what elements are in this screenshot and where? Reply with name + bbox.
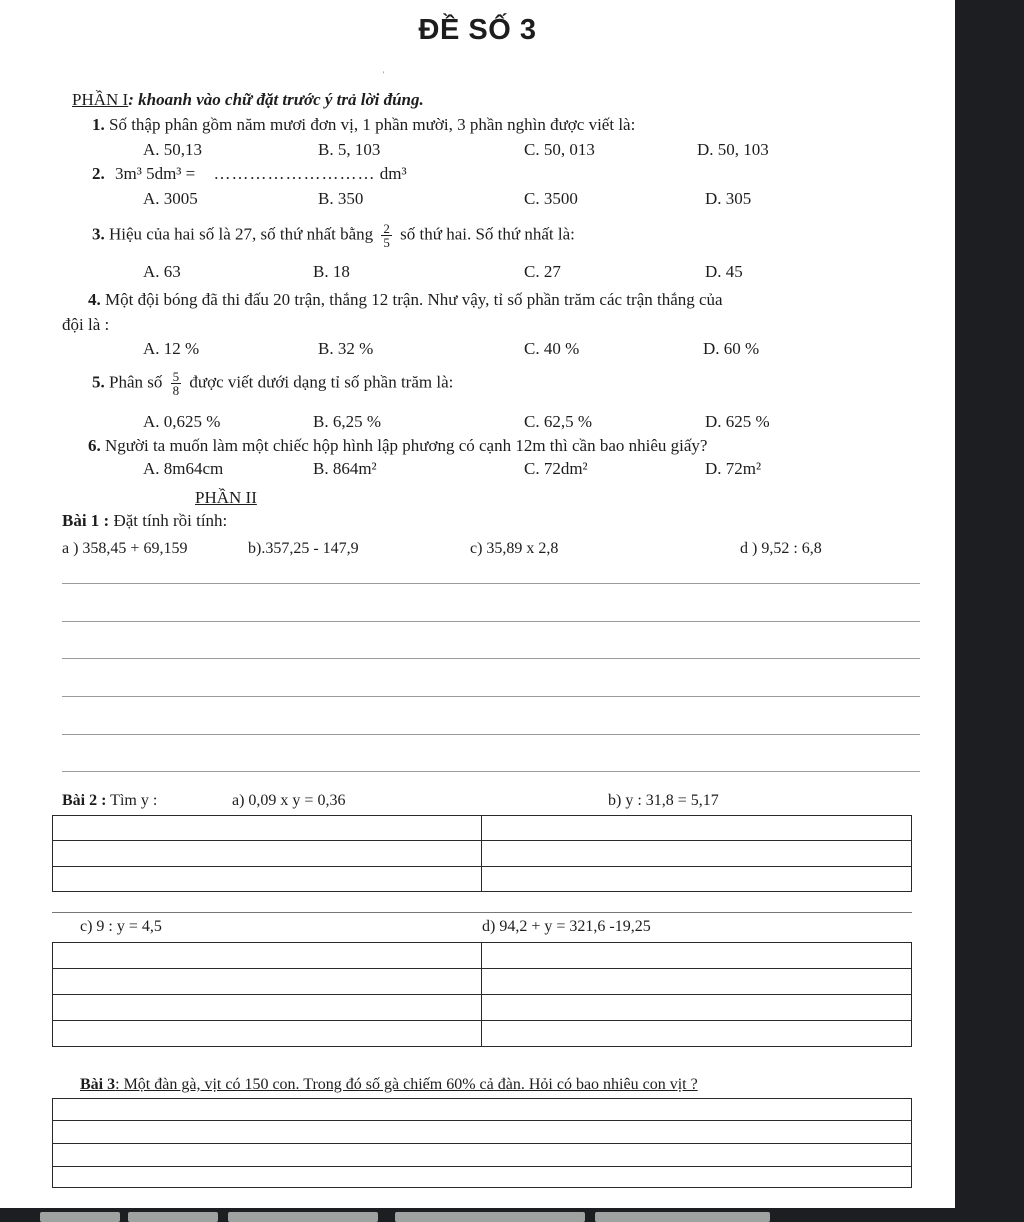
option-1b[interactable]: B. 5, 103 — [318, 140, 381, 159]
answer-line[interactable] — [62, 621, 920, 622]
option-3c[interactable]: C. 27 — [524, 262, 561, 281]
question-1 — [92, 115, 635, 135]
blurred-caption — [128, 1212, 218, 1222]
question-text-cont: số thứ hai. Số thứ nhất là: — [400, 224, 575, 244]
answer-line — [52, 1143, 912, 1144]
question-number: 1. — [92, 115, 105, 134]
option-1a[interactable]: A. 50,13 — [143, 140, 203, 159]
answer-line[interactable] — [62, 696, 920, 697]
question-number: 5. — [92, 372, 105, 392]
option-6d[interactable]: D. 72m² — [705, 459, 762, 478]
bai2-answer-grid-top[interactable] — [52, 815, 912, 892]
question-6 — [88, 436, 707, 456]
option-3b[interactable]: B. 18 — [313, 262, 350, 281]
option-1c[interactable]: C. 50, 013 — [524, 140, 595, 159]
part1-label: PHẦN I — [72, 90, 129, 109]
bai1-item-a: a ) 358,45 + 69,159 — [62, 540, 188, 557]
option-3a[interactable]: A. 63 — [143, 262, 181, 281]
part2-heading: PHẦN II — [195, 488, 257, 507]
option-6b[interactable]: B. 864m² — [313, 459, 377, 478]
option-5d[interactable]: D. 625 % — [705, 412, 770, 431]
option-4c[interactable]: C. 40 % — [524, 339, 580, 358]
blurred-caption — [595, 1212, 770, 1222]
question-number: 2. — [92, 164, 105, 183]
option-2a[interactable]: A. 3005 — [143, 189, 198, 208]
bai3-question — [80, 1076, 698, 1094]
answer-line[interactable] — [62, 734, 920, 735]
question-4 — [88, 290, 723, 310]
grid-row-line — [52, 1020, 912, 1021]
option-4d[interactable]: D. 60 % — [703, 339, 760, 358]
question-text-cont: được viết dưới dạng tỉ số phần trăm là: — [189, 372, 454, 392]
fraction-denominator: 8 — [172, 383, 180, 398]
fraction-five-eighths — [171, 370, 182, 397]
bai3-label: Bài 3 — [80, 1076, 116, 1093]
grid-row-line — [52, 866, 912, 867]
question-number: 3. — [92, 224, 105, 244]
grid-divider — [481, 815, 482, 892]
part1-heading — [72, 90, 424, 110]
grid-row-line — [52, 840, 912, 841]
fraction-denominator: 5 — [383, 235, 390, 250]
fraction-numerator: 5 — [172, 369, 180, 384]
question-2 — [92, 164, 407, 184]
bai2-item-c: c) 9 : y = 4,5 — [80, 918, 162, 935]
grid-row-line — [52, 912, 912, 913]
question-text: Phân số — [109, 372, 163, 392]
question-4-cont: đội là : — [62, 315, 110, 334]
option-5b[interactable]: B. 6,25 % — [313, 412, 381, 431]
question-text: 3m³ 5dm³ = — [115, 164, 196, 183]
bai1-item-d: d ) 9,52 : 6,8 — [740, 540, 822, 557]
question-3 — [92, 222, 575, 249]
option-6a[interactable]: A. 8m64cm — [143, 459, 224, 478]
question-text: Người ta muốn làm một chiếc hộp hình lập phương có cạnh 12m thì cần bao nhiêu giấy? — [105, 436, 708, 455]
option-5c[interactable]: C. 62,5 % — [524, 412, 592, 431]
option-2b[interactable]: B. 350 — [318, 189, 364, 208]
question-text: Một đội bóng đã thi đấu 20 trận, thắng 12 trận. Như vậy, tỉ số phần trăm các trận thắng của — [105, 290, 723, 309]
bai3-text: : Một đàn gà, vịt có 150 con. Trong đó số gà chiếm 60% cả đàn. Hỏi có bao nhiêu con vịt ? — [115, 1076, 698, 1093]
grid-row-line — [52, 968, 912, 969]
unit-text: dm³ — [379, 164, 407, 183]
question-number: 6. — [88, 436, 101, 455]
answer-line[interactable] — [62, 583, 920, 584]
fraction-two-fifths — [381, 222, 392, 249]
option-4a[interactable]: A. 12 % — [143, 339, 200, 358]
answer-line — [52, 1120, 912, 1121]
bai2-item-b: b) y : 31,8 = 5,17 — [608, 792, 719, 809]
option-6c[interactable]: C. 72dm² — [524, 459, 588, 478]
page-title: ĐỀ SỐ 3 — [418, 14, 537, 46]
bai1-item-b: b).357,25 - 147,9 — [248, 540, 359, 557]
stray-mark: ' — [383, 70, 385, 79]
bai2-item-d: d) 94,2 + y = 321,6 -19,25 — [482, 918, 651, 935]
option-1d[interactable]: D. 50, 103 — [697, 140, 769, 159]
option-3d[interactable]: D. 45 — [705, 262, 743, 281]
answer-line — [52, 1166, 912, 1167]
answer-line[interactable] — [62, 771, 920, 772]
blurred-caption — [228, 1212, 378, 1222]
bai2-heading — [62, 792, 157, 810]
grid-row-line — [52, 994, 912, 995]
fraction-numerator: 2 — [383, 221, 390, 236]
option-5a[interactable]: A. 0,625 % — [143, 412, 221, 431]
bai2-text: Tìm y : — [110, 792, 158, 809]
question-text: Số thập phân gồm năm mươi đơn vị, 1 phần mười, 3 phần nghìn được viết là: — [109, 115, 636, 134]
question-text: Hiệu của hai số là 27, số thứ nhất bằng — [109, 224, 374, 244]
option-2c[interactable]: C. 3500 — [524, 189, 578, 208]
answer-blank: ……………………… — [213, 164, 376, 183]
bai1-item-c: c) 35,89 x 2,8 — [470, 540, 559, 557]
blurred-caption — [395, 1212, 585, 1222]
bai1-label: Bài 1 : — [62, 511, 110, 530]
blurred-caption — [40, 1212, 120, 1222]
question-number: 4. — [88, 290, 101, 309]
question-5 — [92, 370, 453, 397]
bai2-item-a: a) 0,09 x y = 0,36 — [232, 792, 346, 809]
option-2d[interactable]: D. 305 — [705, 189, 752, 208]
bai1-heading — [62, 511, 227, 531]
option-4b[interactable]: B. 32 % — [318, 339, 374, 358]
part1-instruction: : khoanh vào chữ đặt trước ý trả lời đúng. — [128, 90, 424, 109]
bai2-label: Bài 2 : — [62, 792, 107, 809]
answer-line[interactable] — [62, 658, 920, 659]
bai1-text: Đặt tính rồi tính: — [113, 511, 228, 530]
